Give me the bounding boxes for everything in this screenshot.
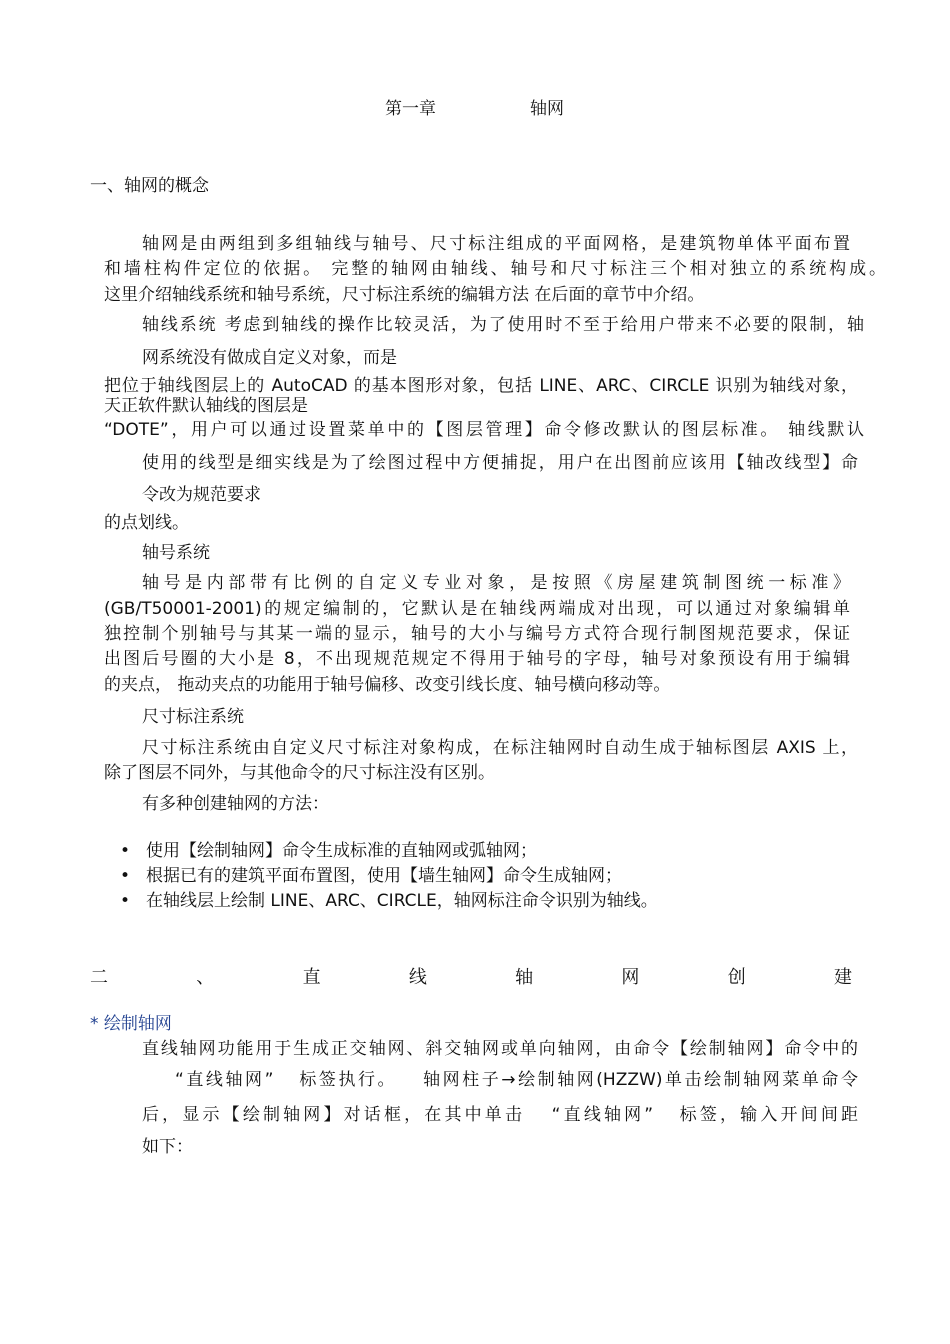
heading-char: 建 xyxy=(833,967,852,988)
paragraph-line: “直线轴网” 标签执行。 轴网柱子→绘制轴网(HZZW)单击绘制轴网菜单命令 xyxy=(175,1070,858,1090)
heading-char: 创 xyxy=(727,967,746,988)
paragraph-line: 轴号是内部带有比例的自定义专业对象，是按照《房屋建筑制图统一标准》 xyxy=(142,573,850,593)
method-list xyxy=(120,840,658,915)
paragraph-line: 轴线系统 考虑到轴线的操作比较灵活，为了使用时不至于给用户带来不必要的限制，轴 xyxy=(142,315,864,335)
paragraph-line: 这里介绍轴线系统和轴号系统，尺寸标注系统的编辑方法 在后面的章节中介绍。 xyxy=(104,285,705,305)
paragraph-line: 除了图层不同外，与其他命令的尺寸标注没有区别。 xyxy=(104,763,495,783)
paragraph-line: 直线轴网功能用于生成正交轴网、斜交轴网或单向轴网，由命令【绘制轴网】命令中的 xyxy=(142,1039,858,1059)
paragraph-line: 的点划线。 xyxy=(104,513,189,533)
paragraph-line: 网系统没有做成自定义对象，而是 xyxy=(142,348,397,368)
paragraph-line: 令改为规范要求 xyxy=(142,485,261,505)
paragraph-line: 天正软件默认轴线的图层是 xyxy=(104,396,308,416)
heading-char: 二 xyxy=(90,967,108,988)
paragraph-line: 使用的线型是细实线是为了绘图过程中方便捕捉，用户在出图前应该用【轴改线型】命 xyxy=(142,453,858,473)
paragraph-line: 后，显示【绘制轴网】对话框，在其中单击 “直线轴网” 标签，输入开间间距 xyxy=(142,1105,858,1125)
heading-char: 直 xyxy=(302,967,321,988)
subsection-title: 尺寸标注系统 xyxy=(142,707,244,727)
paragraph-line: 有多种创建轴网的方法： xyxy=(142,794,329,814)
paragraph-line: 出图后号圈的大小是 8，不出现规范规定不得用于轴号的字母，轴号对象预设有用于编辑 xyxy=(104,649,850,669)
paragraph-line: 和墙柱构件定位的依据。 完整的轴网由轴线、轴号和尺寸标注三个相对独立的系统构成。 xyxy=(104,259,886,279)
heading-char: 线 xyxy=(408,967,427,988)
paragraph-line: “DOTE”，用户可以通过设置菜单中的【图层管理】命令修改默认的图层标准。 轴线默认 xyxy=(104,420,864,440)
list-item: • 根据已有的建筑平面布置图，使用【墙生轴网】命令生成轴网； xyxy=(120,865,658,890)
paragraph-line: 独控制个别轴号与其某一端的显示，轴号的大小与编号方式符合现行制图规范要求，保证 xyxy=(104,624,850,644)
heading-char: 、 xyxy=(196,967,215,988)
heading-char: 轴 xyxy=(515,967,534,988)
paragraph-line: 把位于轴线图层上的 AutoCAD 的基本图形对象，包括 LINE、ARC、CIRCLE 识别为轴线对象， xyxy=(104,376,858,396)
list-item: • 在轴线层上绘制 LINE、ARC、CIRCLE，轴网标注命令识别为轴线。 xyxy=(120,890,658,915)
subsection-title: 轴号系统 xyxy=(142,543,210,563)
paragraph-line: 的夹点， 拖动夹点的功能用于轴号偏移、改变引线长度、轴号横向移动等。 xyxy=(104,675,671,695)
section-heading xyxy=(90,963,852,989)
paragraph-line: 尺寸标注系统由自定义尺寸标注对象构成，在标注轴网时自动生成于轴标图层 AXIS 上， xyxy=(142,738,858,758)
chapter-title: 轴网 xyxy=(530,99,564,119)
paragraph-line: (GB/T50001-2001)的规定编制的，它默认是在轴线两端成对出现，可以通过对象编辑单 xyxy=(104,599,850,619)
chapter-label: 第一章 xyxy=(385,99,436,119)
list-item: • 使用【绘制轴网】命令生成标准的直轴网或弧轴网； xyxy=(120,840,658,865)
paragraph-line: 如下： xyxy=(142,1137,193,1157)
section-heading: 一、轴网的概念 xyxy=(90,176,209,196)
heading-char: 网 xyxy=(621,967,640,988)
subsection-heading: * 绘制轴网 xyxy=(90,1014,172,1034)
paragraph-line: 轴网是由两组到多组轴线与轴号、尺寸标注组成的平面网格，是建筑物单体平面布置 xyxy=(142,234,850,254)
